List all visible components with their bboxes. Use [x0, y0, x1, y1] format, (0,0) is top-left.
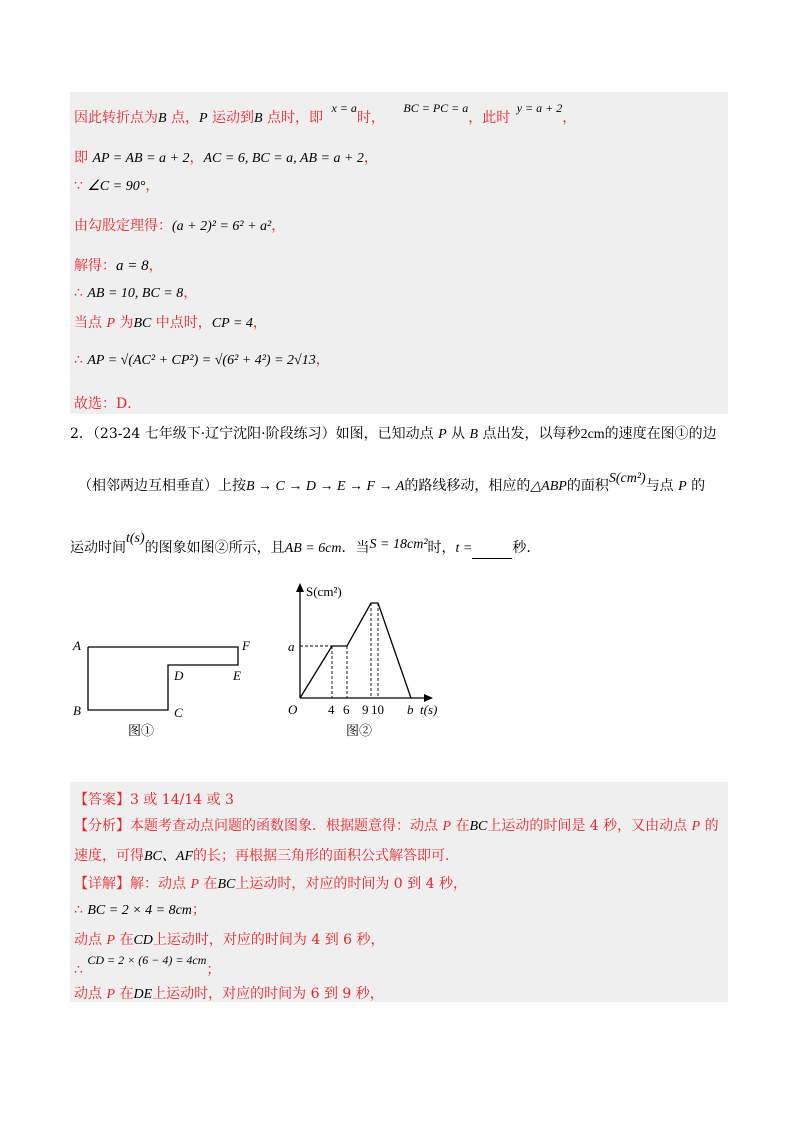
- solution-line-4: 由勾股定理得：(a + 2)² = 6² + a²，: [74, 218, 286, 234]
- detail-line-3: 动点 P 在CD上运动时，对应的时间为 4 到 6 秒，: [74, 932, 385, 948]
- solution-line-7: 当点 P 为BC 中点时，CP = 4，: [74, 315, 267, 331]
- solution-line-3: ∵ ∠C = 90°，: [74, 178, 160, 194]
- solution-line-8: ∴ AP = √(AC² + CP²) = √(6² + 4²) = 2√13，: [74, 352, 330, 368]
- x-axis-label: t(s): [420, 702, 438, 717]
- detail-line-2: ∴ BC = 2 × 4 = 8cm；: [74, 902, 206, 918]
- figure-1-caption: 图①: [128, 723, 155, 738]
- origin-label: O: [288, 702, 298, 717]
- answer-line: 【答案】3 或 14/14 或 3: [74, 792, 234, 808]
- solution-line-2: 即 AP = AB = a + 2，AC = 6, BC = a, AB = a + 2，: [74, 150, 378, 166]
- label-D: D: [174, 668, 184, 683]
- y-axis-arrow-icon: [296, 583, 304, 592]
- question-2-line-3: 运动时间t(s)的图象如图②所示，且AB = 6cm．当S = 18cm²时，t = 秒.: [70, 538, 531, 559]
- y-axis-label: S(cm²): [306, 584, 342, 599]
- graph-line: [300, 603, 411, 698]
- analysis-line-2: 速度，可得BC、AF的长；再根据三角形的面积公式解答即可.: [74, 848, 450, 864]
- solution-line-1: 因此转折点为B 点，P 运动到B 点时，即 x = a时， BC = PC = a，此时 y = a + 2，: [74, 101, 577, 126]
- label-C: C: [174, 705, 183, 720]
- label-B: B: [73, 703, 81, 718]
- x-tick-6: 6: [343, 702, 350, 717]
- figure-2-graph: [280, 578, 450, 748]
- x-tick-4: 4: [328, 702, 335, 717]
- answer-blank[interactable]: [472, 544, 512, 559]
- question-2-line-2: （相邻两边互相垂直）上按B → C → D → E → F → A的路线移动，相应的△ABP的面积S(cm²)与点 P 的: [78, 471, 706, 494]
- solution-line-5: 解得：a = 8，: [74, 258, 163, 274]
- x-tick-10: 10: [371, 702, 384, 717]
- x-tick-b: b: [407, 702, 414, 717]
- label-E: E: [233, 668, 241, 683]
- y-tick-a: a: [288, 639, 295, 654]
- detail-line-4: ∴ CD = 2 × (6 − 4) = 4cm；: [74, 953, 221, 978]
- question-2-line-1: 2．（23-24 七年级下·辽宁沈阳·阶段练习）如图，已知动点 P 从 B 点出发，以每秒2cm的速度在图①的边: [70, 426, 717, 442]
- solution-line-6: ∴ AB = 10, BC = 8，: [74, 285, 198, 301]
- label-F: F: [242, 638, 250, 653]
- figure-1-outline: [88, 647, 238, 710]
- analysis-line-1: 【分析】本题考查动点问题的函数图象．根据题意得：动点 P 在BC上运动的时间是 4 秒，又由动点 P 的: [74, 818, 719, 834]
- detail-line-5: 动点 P 在DE上运动时，对应的时间为 6 到 9 秒，: [74, 986, 384, 1002]
- detail-line-1: 【详解】解：动点 P 在BC上运动时，对应的时间为 0 到 4 秒，: [74, 876, 467, 892]
- figure-1-shape: [70, 632, 270, 752]
- x-tick-9: 9: [362, 702, 369, 717]
- solution-line-9: 故选：D．: [74, 396, 142, 412]
- x-axis-arrow-icon: [424, 694, 433, 702]
- figure-2-caption: 图②: [346, 723, 373, 738]
- label-A: A: [73, 638, 81, 653]
